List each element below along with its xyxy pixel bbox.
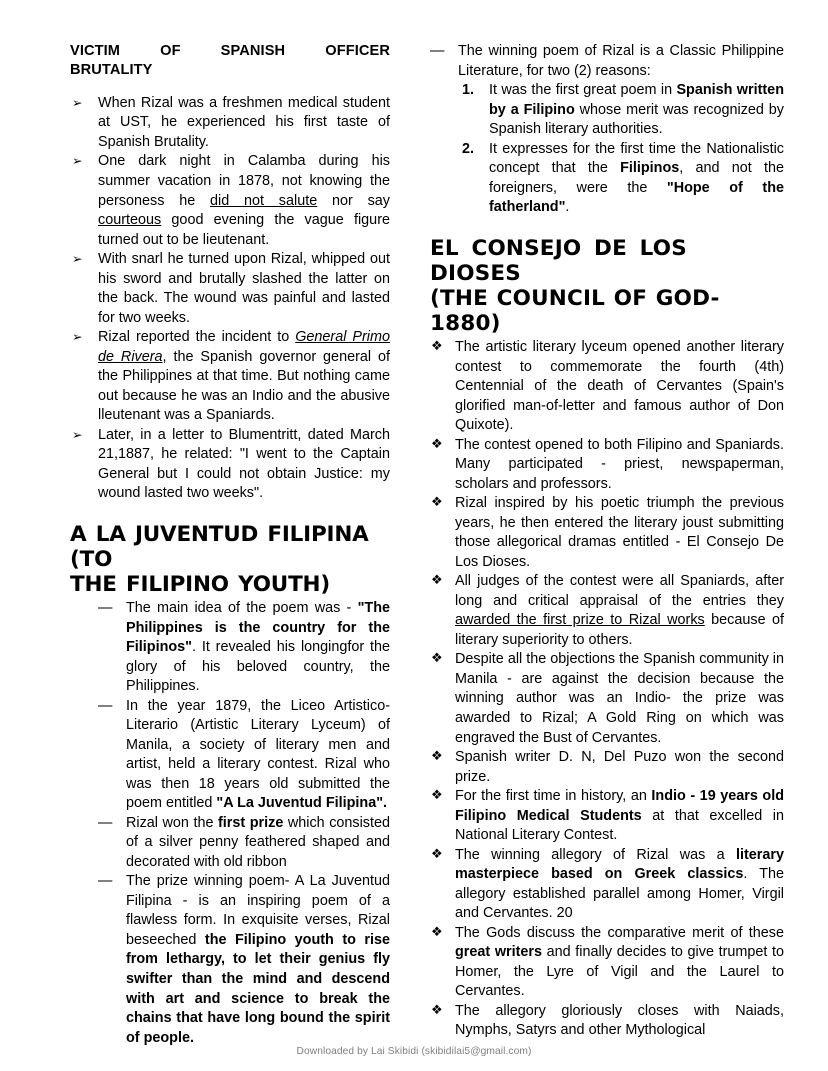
diamond-bullet-icon: ❖ <box>431 788 443 804</box>
list-number: 1. <box>462 82 475 99</box>
list-item <box>430 436 784 495</box>
right-column <box>430 42 784 1041</box>
diamond-bullet-icon: ❖ <box>431 573 443 589</box>
list-item <box>98 599 390 697</box>
list-item-text: Spanish writer D. N, Del Puzo won the second prize. <box>455 749 784 785</box>
diamond-bullet-icon: ❖ <box>431 749 443 765</box>
list-item-text: Rizal reported the incident to General Primo de Rivera, the Spanish governor general of the Philippines at that time. But nothing came out because he was an Indio and the abusive lleutenant was a Spaniards. <box>98 329 390 424</box>
heading-line-2: (THE COUNCIL OF GOD-1880) <box>430 285 720 337</box>
dash-bullet-icon: — <box>98 873 113 890</box>
list-item-text: The winning allegory of Rizal was a literary masterpiece based on Greek classics. The allegory established parallel among Homer, Virgil and Cervantes. 20 <box>455 846 784 922</box>
list-item <box>430 787 784 846</box>
diamond-bullet-icon: ❖ <box>431 846 443 862</box>
list-item-text: With snarl he turned upon Rizal, whipped out his sword and brutally slashed the latter on the back. The wound was painful and lasted for two weeks. <box>98 251 390 326</box>
list-item-text: The prize winning poem- A La Juventud Filipina - is an inspiring poem of a flawless form. In exquisite verses, Rizal beseeched the Filipino youth to rise from lethargy, to let their genius fly swifter than the mind and descend with art and science to break the chains that have long bound the spirit of people. <box>126 873 390 1046</box>
list-item-text: The allegory gloriously closes with Naiads, Nymphs, Satyrs and other Mythological <box>455 1002 784 1039</box>
heading-line-2: THE FILIPINO YOUTH) <box>70 572 330 598</box>
dash-bullet-icon: — <box>98 697 113 714</box>
list-item-text: Despite all the objections the Spanish community in Manila - are against the decision because the winning author was an Indio- the prize was awarded to Rizal; A Gold Ring on which was engraved the Bust of Cervantes. <box>455 651 784 746</box>
diamond-bullet-icon: ❖ <box>431 924 443 940</box>
list-item <box>70 328 390 426</box>
diamond-bullet-icon: ❖ <box>431 495 443 511</box>
list-item <box>70 426 390 504</box>
list-item <box>462 81 784 140</box>
list-item <box>430 1002 784 1041</box>
list-item <box>430 924 784 1002</box>
arrow-bullet-icon: ➢ <box>72 153 83 169</box>
heading-line-2: BRUTALITY <box>70 61 153 78</box>
list-item <box>430 494 784 572</box>
list-item-text: The main idea of the poem was - "The Philippines is the country for the Filipinos". It revealed his longingfor the glory of his beloved country, the Philippines. <box>126 600 390 695</box>
dash-bullet-icon: — <box>98 600 113 617</box>
heading-el-consejo-de-los-dioses <box>430 236 784 337</box>
list-item-text: Later, in a letter to Blumentritt, dated March 21,1887, he related: "I went to the Captain General but I could not obtain Justice: my wound lasted two weeks". <box>98 426 390 502</box>
arrow-bullet-icon: ➢ <box>72 94 83 110</box>
list-item <box>98 872 390 1048</box>
list-item <box>430 650 784 748</box>
list-item-text: The artistic literary lyceum opened another literary contest to commemorate the fourth (4th) Centennial of the death of Cervantes (Spain's glorified man-of-letter and famous author of Don Quixote). <box>455 339 784 434</box>
list-item <box>462 140 784 218</box>
el-consejo-bullet-list <box>430 338 784 1041</box>
list-item <box>430 846 784 924</box>
list-item-text: The Gods discuss the comparative merit of these great writers and finally decides to give trumpet to Homer, the Lyre of Vigil and the Laurel to Cervantes. <box>455 924 784 1000</box>
list-item-text: Rizal inspired by his poetic triumph the previous years, he then entered the literary joust submitting those allegorical dramas entitled - El Consejo De Los Dioses. <box>455 495 784 570</box>
list-item <box>430 338 784 436</box>
list-item <box>430 42 784 81</box>
left-column <box>70 42 390 1048</box>
list-item-text: The contest opened to both Filipino and Spaniards. Many participated - priest, newspaperman, scholars and professors. <box>455 436 784 492</box>
arrow-bullet-icon: ➢ <box>72 426 83 442</box>
list-item-text: It was the first great poem in Spanish written by a Filipino whose merit was recognized by Spanish literary authorities. <box>489 82 784 138</box>
list-item <box>70 152 390 250</box>
heading-line-1: VICTIM OF SPANISH OFFICER <box>70 43 390 59</box>
diamond-bullet-icon: ❖ <box>431 436 443 452</box>
brutality-bullet-list <box>70 94 390 504</box>
page-footer: Downloaded by Lai Skibidi (skibidilai5@gmail.com) <box>296 1046 532 1057</box>
heading-line-1: EL CONSEJO DE LOS DIOSES <box>430 235 687 286</box>
juventud-filipina-bullet-list <box>70 599 390 1048</box>
heading-victim-of-spanish-officer-brutality <box>70 42 390 80</box>
list-item <box>70 250 390 328</box>
list-item-text: One dark night in Calamba during his summer vacation in 1878, not knowing the personess he did not salute nor say courteous good evening the vague figure turned out to be lieutenant. <box>98 153 390 248</box>
diamond-bullet-icon: ❖ <box>431 651 443 667</box>
diamond-bullet-icon: ❖ <box>431 1002 443 1018</box>
diamond-bullet-icon: ❖ <box>431 339 443 355</box>
list-item-text: Rizal won the first prize which consisted of a silver penny feathered shaped and decorated with old ribbon <box>126 814 390 870</box>
two-column-body <box>70 42 784 1048</box>
reasons-numbered-list <box>462 81 784 218</box>
list-item <box>70 94 390 153</box>
list-item-text: When Rizal was a freshmen medical student at UST, he experienced his first taste of Spanish Brutality. <box>98 94 390 150</box>
heading-line-1: A LA JUVENTUD FILIPINA (TO <box>70 521 369 572</box>
list-item-text: It expresses for the first time the Nationalistic concept that the Filipinos, and not the foreigners, were the "Hope of the fatherland". <box>489 140 784 216</box>
winning-poem-list <box>430 42 784 81</box>
list-item-text: The winning poem of Rizal is a Classic Philippine Literature, for two (2) reasons: <box>458 43 784 79</box>
arrow-bullet-icon: ➢ <box>72 251 83 267</box>
dash-bullet-icon: — <box>98 814 113 831</box>
arrow-bullet-icon: ➢ <box>72 329 83 345</box>
heading-a-la-juventud-filipina <box>70 522 390 597</box>
list-item <box>430 572 784 650</box>
list-item <box>98 814 390 873</box>
list-item-text: In the year 1879, the Liceo Artistico-Literario (Artistic Literary Lyceum) of Manila, a society of literary men and artist, held a literary contest. Rizal who was then 18 years old submitted the poem entitled "A La Juventud Filipina". <box>126 697 390 812</box>
list-number: 2. <box>462 140 475 157</box>
list-item <box>430 748 784 787</box>
dash-bullet-icon: — <box>430 43 445 59</box>
list-item <box>98 697 390 814</box>
list-item-text: For the first time in history, an Indio - 19 years old Filipino Medical Students at that excelled in National Literary Contest. <box>455 788 785 844</box>
list-item-text: All judges of the contest were all Spaniards, after long and critical appraisal of the entries they awarded the first prize to Rizal works because of literary superiority to others. <box>455 573 785 648</box>
